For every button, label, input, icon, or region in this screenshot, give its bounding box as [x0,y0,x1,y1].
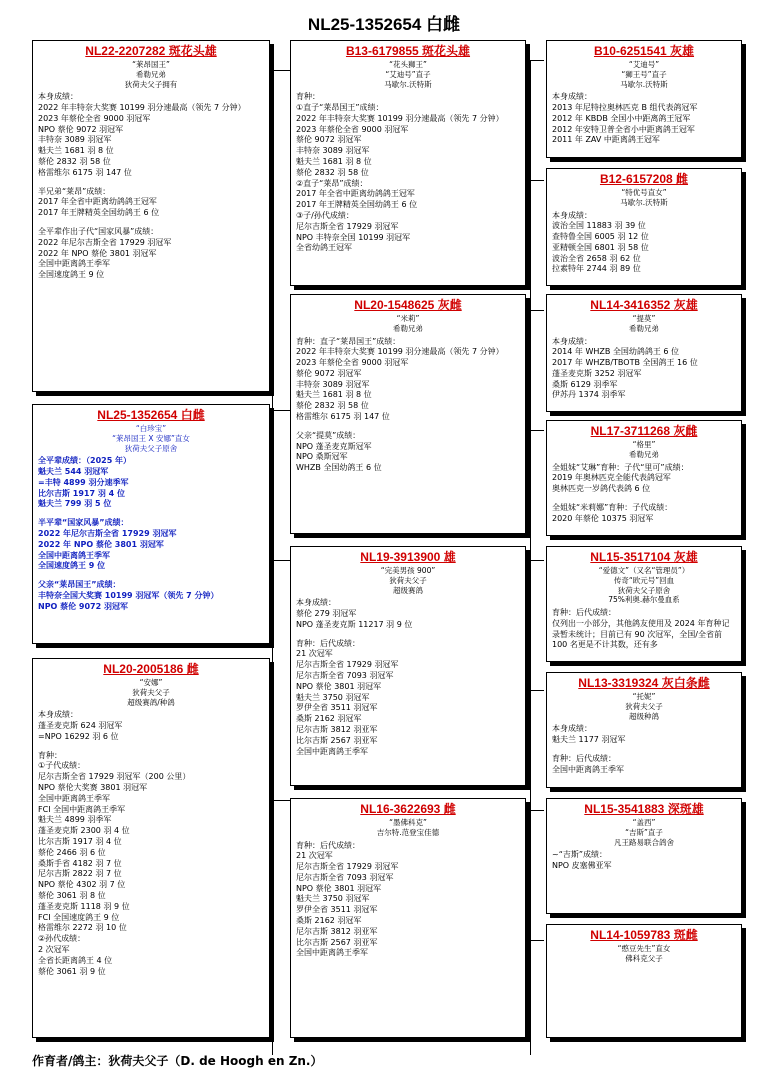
bird-subtitle-line: “憨豆先生”直女 [617,944,671,953]
bird-name: NL19-3913900 雄 [360,550,456,564]
bird-subtitle-line: “提莫” [632,314,656,323]
detail-line: ~“吉斯”成绩： [552,850,607,860]
bird-subtitle [552,60,736,89]
detail-line: 尼尔吉斯全省 17929 羽冠军 [296,862,399,872]
detail-line: 尼尔吉斯全省 17929 羽冠军 [296,221,399,231]
spacer [296,631,520,639]
bird-subtitle-line: “莱昂国王 X 安娜”直女 [112,433,190,443]
bird-details [296,598,520,757]
detail-line: 全姐妹“艾琳”育种：子代“里可”成绩： [552,462,689,472]
bird-details [296,337,520,475]
detail-line: NPO 蔡伦 9072 羽冠军 [38,124,124,134]
bird-name: NL16-3622693 雌 [360,802,456,816]
detail-line: 育种：后代成绩： [552,753,616,763]
detail-line: 2022 年丰特奈大奖赛 10199 羽分速最高（领先 7 分钟） [296,347,504,357]
bird-subtitle-line: 超级赛鸽 [393,585,423,595]
detail-line: 尼尔吉斯全省 17929 羽冠军（200 公里） [38,772,191,782]
detail-line: 仅列出一小部分，其他鸽友使用及 2024 年育种记录暂未统计；目前已有 90 次冠军，全国/全省前 100 名更是不计其数，还有多 [552,618,730,650]
detail-line: 父亲“莱昂国王”成绩： [38,580,121,590]
detail-line: 全国中距离鸽王季军 [296,948,368,958]
spacer [38,219,264,227]
pedigree-box-ggs-1 [546,40,742,158]
detail-line: 2023 年蔡伦全省 9000 羽冠军 [296,124,409,134]
bird-subtitle-line: “花头狮王” [389,60,427,69]
detail-line: 蔡伦 2832 羽 58 位 [296,167,369,177]
pedigree-box-ggd-3 [546,672,742,788]
detail-line: 拉素特年 2744 羽 89 位 [552,264,641,274]
detail-line: 全平辈成绩：（2025 年） [38,456,132,466]
detail-line: 蔡伦 2832 羽 58 位 [296,401,369,411]
bird-subtitle [552,188,736,208]
bird-subtitle-line: 75%利奥.赫尔曼血系 [608,595,680,605]
bird-subtitle-line: 狄荷夫父子原舍 [124,443,178,453]
pedigree-box-dam [32,658,270,1038]
detail-line: 比尔吉斯 2567 羽亚军 [296,735,378,745]
bird-name: NL13-3319324 灰白条雌 [578,676,710,690]
detail-line: 尼尔吉斯 2822 羽 7 位 [38,869,122,879]
detail-line: NPO 蓬圣麦克斯冠军 [296,441,372,451]
detail-line: 魁夫兰 799 羽 5 位 [38,499,112,509]
detail-line: 本身成绩： [38,92,78,102]
detail-line: 21 次冠军 [296,851,333,861]
bird-subtitle-line: “米莉” [396,314,420,323]
detail-line: 育种：后代成绩： [296,840,360,850]
bird-details [552,92,736,146]
detail-line: ②孙代成绩： [38,934,86,944]
detail-line: 尼尔吉斯 3812 羽亚军 [296,725,378,735]
detail-line: 桑斯 2162 羽冠军 [296,916,362,926]
bird-subtitle-line: 超级种鸽 [629,711,659,721]
detail-line: 比尔吉斯 2567 羽亚军 [296,937,378,947]
detail-line: 2017 年全省中距离幼鸽鸽王冠军 [38,197,157,207]
detail-line: 魁夫兰 1681 羽 8 位 [296,157,372,167]
pedigree-box-ggd-1 [546,168,742,286]
bird-subtitle-line: “墨佛科克” [389,818,427,827]
pedigree-box-sire [32,40,270,392]
bird-name: NL20-2005186 雌 [103,662,199,676]
detail-line: 本身成绩： [552,336,592,346]
detail-line: 魁夫兰 544 羽冠军 [38,467,109,477]
detail-line: 全国中距离鸽王季军 [38,793,110,803]
detail-line: 2019 年奥林匹克全能代表鸽冠军 [552,473,671,483]
detail-line: 查特鲁全国 6005 羽 12 位 [552,232,649,242]
detail-line: 育种：直子“莱昂国王”成绩： [296,336,401,346]
bird-subtitle [296,60,520,89]
detail-line: 魁夫兰 1681 羽 8 位 [38,146,114,156]
connector-line [530,430,544,431]
detail-line: ②直子“莱昂”成绩： [296,178,368,188]
bird-subtitle-line: 狄荷夫父子 [389,575,427,585]
bird-name: B13-6179855 斑花头雄 [345,44,471,58]
detail-line: 2017 年全省中距离幼鸽鸽王冠军 [296,189,415,199]
bird-subtitle-line: 吉尔特.范登宝佳德 [376,827,440,837]
detail-line: 尼尔吉斯全省 17929 羽冠军 [296,660,399,670]
connector-line [530,180,544,181]
detail-line: 蓬圣麦克斯 2300 羽 4 位 [38,826,130,836]
connector-line [272,70,273,1055]
detail-line: 格雷维尔 6175 羽 147 位 [38,167,132,177]
detail-line: NPO 蔡伦 4302 羽 7 位 [38,880,126,890]
detail-line: 本身成绩： [296,598,336,608]
pedigree-box-ggd-4 [546,924,742,1038]
detail-line: 2013 年尼特拉奥林匹克 B 组代表鸽冠军 [552,103,698,113]
bird-details [552,211,736,276]
bird-details [38,456,264,612]
bird-subtitle [552,440,736,460]
bird-subtitle [552,692,736,721]
bird-subtitle-line: 狄荷夫父子 [625,701,663,711]
pedigree-box-ggs-4 [546,798,742,914]
detail-line: 2022 年 NPO 蔡伦 3801 羽冠军 [38,539,164,549]
detail-line: 魁夫兰 1177 羽冠军 [552,735,626,745]
detail-line: 蓬圣麦克斯 3252 羽冠军 [552,368,642,378]
bird-subtitle [552,314,736,334]
bird-subtitle [552,566,736,605]
detail-line: 2014 年 WHZB 全国幼鸽鸽王 6 位 [552,347,680,357]
pedigree-box-granddam-maternal [290,798,526,1038]
bird-subtitle [296,566,520,595]
detail-line: WHZB 全国幼鸽王 6 位 [296,463,382,473]
bird-subtitle-line: “托妮” [632,692,656,701]
detail-line: 丰特奈全国大奖赛 10199 羽冠军（领先 7 分钟） [38,591,219,601]
pedigree-box-ggd-2 [546,420,742,536]
bird-subtitle-line: “特优号直女” [621,188,667,197]
detail-line: 本身成绩： [552,724,592,734]
detail-line: 全省幼鸽王冠军 [296,243,352,253]
bird-subtitle-line: 马歇尔.沃特斯 [620,79,668,89]
bird-subtitle-line: 狄荷夫父子 [132,687,170,697]
bird-name: B12-6157208 雌 [599,172,689,186]
bird-subtitle-line: “狮王号”直子 [621,69,667,79]
bird-subtitle [38,60,264,89]
detail-line: 丰特奈 3089 羽冠军 [38,135,112,145]
detail-line: =NPO 16292 羽 6 位 [38,731,119,741]
bird-details [296,92,520,254]
detail-line: 2023 年蔡伦全省 9000 羽冠军 [38,113,151,123]
detail-line: 2012 年 KBDB 全国小中距离鸽王冠军 [552,113,691,123]
detail-line: 2011 年 ZAV 中距离鸽王冠军 [552,135,660,145]
bird-subtitle [296,314,520,334]
pedigree-box-granddam-paternal [290,294,526,534]
detail-line: 育种： [38,750,62,760]
bird-name: NL14-3416352 灰雄 [590,298,698,312]
bird-subtitle [296,818,520,838]
detail-line: 2022 年丰特奈大奖赛 10199 羽分速最高（领先 7 分钟） [296,113,504,123]
detail-line: ①直子“莱昂国王”成绩： [296,103,384,113]
detail-line: FCI 全国速度鸽王 9 位 [38,912,120,922]
detail-line: =丰特 4899 羽分速季军 [38,477,129,487]
detail-line: 半平辈“国家风暴”成绩： [38,518,129,528]
detail-line: 全国中距离鸽王季军 [296,746,368,756]
connector-line [530,310,544,311]
detail-line: 全姐妹“米莉娜”育种：子代成绩： [552,502,673,512]
connector-line [530,690,544,691]
bird-subtitle-line: 希勒兄弟 [136,69,166,79]
detail-line: 亚精顿全国 6801 羽 58 位 [552,242,649,252]
connector-line [530,60,531,1055]
connector-line [272,70,290,71]
bird-subtitle-line: “白珍宝” [135,424,167,433]
detail-line: 尼尔吉斯全省 7093 羽冠军 [296,671,394,681]
detail-line: 桑斯 2162 羽冠军 [296,714,362,724]
bird-details [552,724,736,775]
bird-subtitle-line: 传奇“欧元号”回血 [613,575,675,585]
detail-line: 魁夫兰 3750 羽冠军 [296,692,370,702]
spacer [552,746,736,754]
connector-line [272,410,290,411]
detail-line: 育种：后代成绩： [552,608,616,617]
bird-subtitle-line: “莱昂国王” [132,60,170,69]
bird-subtitle-line: “爱德文”（又名“管理员”） [598,566,690,575]
detail-line: 尼尔吉斯 3812 羽亚军 [296,926,378,936]
detail-line: 格雷维尔 6175 羽 147 位 [296,412,390,422]
connector-line [530,560,544,561]
bird-name: NL17-3711268 灰雌 [590,424,698,438]
detail-line: 魁夫兰 3750 羽冠军 [296,894,370,904]
bird-subtitle-line: 狄荷夫父子拥有 [124,79,178,89]
detail-line: NPO 蓬圣麦克斯 11217 羽 9 位 [296,619,413,629]
bird-subtitle [552,944,736,964]
bird-subtitle-line: 超级赛鸽/种鸽 [127,697,175,707]
detail-line: 2012 年安特卫普全省小中距离鸽王冠军 [552,124,695,134]
detail-line: NPO 桑斯冠军 [296,452,348,462]
detail-line: 格雷维尔 2272 羽 10 位 [38,923,127,933]
detail-line: 丰特奈 3089 羽冠军 [296,146,370,156]
detail-line: 全平辈作出子代“国家风暴”成绩： [38,227,159,237]
bird-name: NL15-3541883 深斑雄 [584,802,704,816]
bird-subtitle-line: “艾迪号” [628,60,660,69]
bird-details [38,710,264,977]
bird-subtitle-line: “艾迪号”直子 [385,69,431,79]
connector-line [530,60,544,61]
detail-line: NPO 蔡伦 3801 羽冠军 [296,883,382,893]
detail-line: 蔡伦 9072 羽冠军 [296,135,362,145]
detail-line: 全省长距离鸽王 4 位 [38,955,113,965]
detail-line: 2023 年蔡伦全省 9000 羽冠军 [296,358,409,368]
detail-line: 2017 年 WHZB/TBOTB 全国鸽王 16 位 [552,358,698,368]
spacer [296,423,520,431]
bird-details [296,841,520,960]
detail-line: 蔡伦 3061 羽 8 位 [38,891,106,900]
detail-line: 全国中距离鸽王季军 [552,764,624,774]
breeder-footer: 作育者/鸽主：狄荷夫父子（D. de Hoogh en Zn.） [32,1054,323,1068]
detail-line: 2017 年王牌精英全国幼鸽王 6 位 [38,208,160,218]
connector-line [272,560,290,561]
pedigree-box-grandsire-maternal [290,546,526,786]
detail-line: 波治全国 11883 羽 39 位 [552,221,646,231]
detail-line: NPO 皮塞佛亚军 [552,861,612,871]
bird-name: B10-6251541 灰雄 [593,44,695,58]
connector-line [530,940,544,941]
detail-line: 蓬圣麦克斯 624 羽冠军 [38,721,123,731]
bird-subtitle-line: “格里” [632,440,656,449]
detail-line: 全国速度鸽王 9 位 [38,561,106,571]
bird-subtitle [552,818,736,847]
bird-details [552,850,736,872]
page-title: NL25-1352654 白雌 [307,15,461,34]
detail-line: 育种：后代成绩： [296,638,360,648]
detail-line: 2017 年王牌精英全国幼鸽王 6 位 [296,200,418,210]
detail-line: 魁夫兰 4899 羽季军 [38,815,112,825]
spacer [38,743,264,751]
detail-line: ①子代成绩： [38,761,86,771]
detail-line: 伊苏丹 1374 羽季军 [552,390,626,400]
pedigree-box-ggs-3 [546,546,742,662]
detail-line: 桑斯手省 4182 羽 7 位 [38,858,122,868]
detail-line: 全国中距离鸽王季军 [38,550,110,560]
detail-line: 2022 年丰特奈大奖赛 10199 羽分速最高（领先 7 分钟） [38,103,246,113]
bird-details [552,463,736,525]
bird-name: NL22-2207282 斑花头雄 [85,44,217,58]
detail-line: 本身成绩： [552,210,592,220]
detail-line: 2020 年蔡伦 10375 羽冠军 [552,513,654,523]
detail-line: 蓬圣麦克斯 1118 羽 9 位 [38,901,130,911]
bird-subtitle-line: “完美男孩 900” [380,566,436,575]
detail-line: 桑斯 6129 羽季军 [552,379,618,389]
detail-line: 蔡伦 2832 羽 58 位 [38,157,111,167]
detail-line: 2022 年 NPO 蔡伦 3801 羽冠军 [38,248,157,258]
bird-subtitle-line: “盖西” [632,818,656,827]
detail-line: 本身成绩： [38,710,78,720]
bird-subtitle-line: 马歇尔.沃特斯 [620,197,668,207]
bird-subtitle [38,678,264,707]
bird-name: NL20-1548625 灰雌 [354,298,462,312]
detail-line: 2 次冠军 [38,944,70,954]
bird-subtitle-line: 希勒兄弟 [393,323,423,333]
connector-line [530,810,544,811]
detail-line: NPO 蔡伦 3801 羽冠军 [296,681,382,691]
bird-details [552,337,736,402]
detail-line: 21 次冠军 [296,649,333,659]
detail-line: 比尔吉斯 1917 羽 4 位 [38,837,122,847]
detail-line: 蔡伦 279 羽冠军 [296,609,357,619]
detail-line: 尼尔吉斯全省 7093 羽冠军 [296,872,394,882]
detail-line: 蔡伦 3061 羽 9 位 [38,966,106,976]
bird-name: NL15-3517104 灰雄 [590,550,698,564]
detail-line: NPO 蔡伦 9072 羽冠军 [38,601,128,611]
detail-line: 半兄弟“莱昂”成绩： [38,186,111,196]
detail-line: 罗伊全省 3511 羽冠军 [296,905,378,915]
detail-line: 魁夫兰 1681 羽 8 位 [296,390,372,400]
detail-line: 罗伊全省 3511 羽冠军 [296,703,378,713]
detail-line: 育种： [296,92,320,102]
pedigree-box-ggs-2 [546,294,742,412]
detail-line: 父亲“提莫”成绩： [296,430,361,440]
detail-line: 丰特奈 3089 羽冠军 [296,379,370,389]
bird-subtitle-line: 希勒兄弟 [629,323,659,333]
bird-subtitle-line: “安娜” [139,678,163,687]
bird-details [552,608,736,651]
bird-subtitle-line: 狄荷夫父子原舍 [617,585,671,595]
detail-line: FCI 全国中距离鸽王季军 [38,804,126,814]
detail-line: 蔡伦 9072 羽冠军 [296,368,362,378]
detail-line: 全国中距离鸽王季军 [38,259,110,269]
detail-line: 奥林匹克一岁鸽代表鸽 6 位 [552,484,651,494]
bird-subtitle-line: 马歇尔.沃特斯 [384,79,432,89]
spacer [38,179,264,187]
bird-subtitle-line: 凡王路易联合鸽舍 [614,837,674,847]
bird-details [38,92,264,281]
detail-line: 蔡伦 2466 羽 6 位 [38,847,106,857]
pedigree-box-subject [32,404,270,644]
detail-line: 本身成绩： [552,92,592,102]
bird-name: NL25-1352654 白雌 [97,408,205,422]
detail-line: 2022 年尼尔吉斯全省 17929 羽冠军 [38,529,177,539]
spacer [552,495,736,503]
detail-line: 2022 年尼尔吉斯全省 17929 羽冠军 [38,237,172,247]
bird-subtitle-line: “吉斯”直子 [625,827,663,837]
detail-line: 波治全省 2658 羽 62 位 [552,253,641,263]
detail-line: NPO 蔡伦大奖赛 3801 羽冠军 [38,783,148,793]
bird-subtitle [38,424,264,453]
connector-line [272,800,290,801]
detail-line: NPO 丰特奈全国 10199 羽冠军 [296,232,411,242]
pedigree-box-grandsire-paternal [290,40,526,286]
detail-line: ③子/孙代成绩： [296,211,354,221]
detail-line: 比尔吉斯 1917 羽 4 位 [38,488,125,498]
bird-subtitle-line: 希勒兄弟 [629,449,659,459]
bird-subtitle-line: 佛科克父子 [625,953,663,963]
bird-name: NL14-1059783 斑雌 [590,928,698,942]
detail-line: 全国速度鸽王 9 位 [38,270,105,280]
